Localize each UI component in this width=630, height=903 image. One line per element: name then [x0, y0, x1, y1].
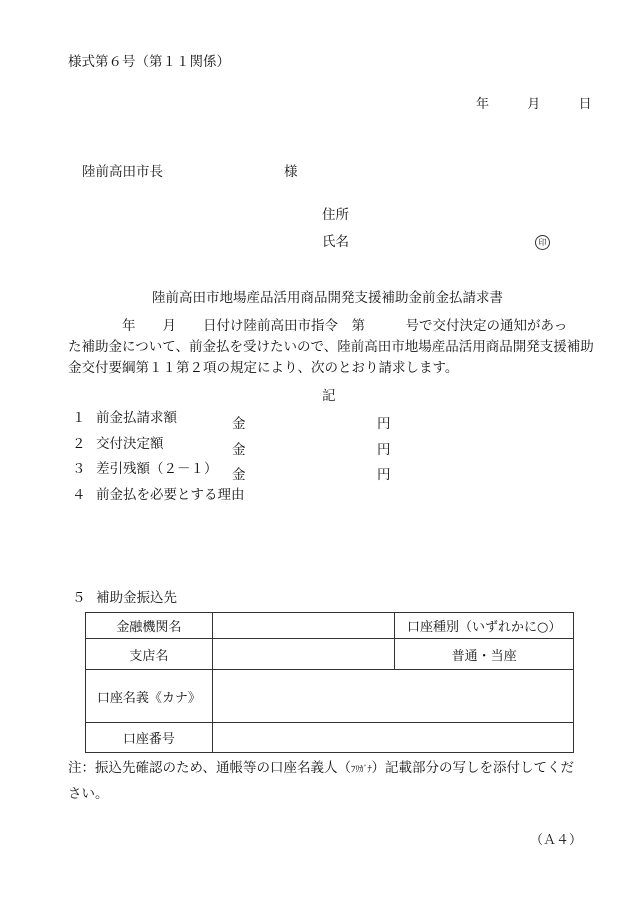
date-month-label: 月: [527, 97, 541, 112]
item-label: 前金払請求額: [96, 410, 177, 426]
table-row: [86, 670, 574, 723]
paragraph-line: 年 月 日付け陸前高田市指令 第 号で交付決定の通知があっ: [68, 318, 568, 334]
note-text: 注：振込先確認のため、通帳等の口座名義人（: [68, 760, 351, 776]
item-label: 差引残額（２－１）: [96, 461, 218, 477]
note-text: ）記載部分の写しを添付してくだ: [371, 760, 574, 776]
bank-section-number: ５: [72, 590, 86, 606]
account-number-label: 口座番号: [86, 723, 213, 753]
item-kin: 金: [232, 442, 246, 458]
date-day-label: 日: [578, 97, 592, 112]
addressee-name: 陸前高田市長: [82, 164, 163, 180]
item-remaining-amount: [72, 463, 218, 477]
bank-name-field[interactable]: [212, 613, 395, 639]
account-holder-field[interactable]: [212, 670, 573, 723]
item-number: ４: [72, 487, 86, 503]
note-line-2: さい。: [68, 786, 109, 802]
item-kin: 金: [232, 416, 246, 432]
date-year-label: 年: [476, 97, 490, 112]
document-title: 陸前高田市地場産品活用商品開発支援補助金前金払請求書: [152, 290, 503, 306]
branch-name-field[interactable]: [212, 639, 395, 670]
date-line: [476, 98, 592, 111]
addressee-honorific: 様: [284, 164, 298, 180]
item-yen: 円: [377, 442, 391, 458]
note-furigana: ﾌﾘｶﾞﾅ: [350, 765, 372, 775]
item-grant-decision-amount: [72, 438, 164, 452]
paper-size-label: （Ａ４）: [530, 833, 583, 848]
paragraph-line: た補助金について、前金払を受けたいので、陸前高田市地場産品活用商品開発支援補助: [68, 339, 594, 355]
bank-account-table: [85, 612, 574, 753]
item-advance-reason: [72, 489, 245, 503]
address-label: 住所: [322, 207, 349, 223]
bank-section-title: 補助金振込先: [96, 590, 177, 606]
item-label: 前金払を必要とする理由: [96, 487, 245, 503]
account-type-options[interactable]: 普通・当座: [395, 639, 574, 670]
bank-name-label: 金融機関名: [86, 613, 213, 639]
account-number-field[interactable]: [212, 723, 573, 753]
item-number: ３: [72, 461, 86, 477]
item-kin: 金: [232, 467, 246, 483]
item-label: 交付決定額: [96, 436, 164, 452]
table-row: [86, 639, 574, 670]
note-line-1: [68, 762, 574, 776]
paragraph-line: 金交付要綱第１１第２項の規定により、次のとおり請求します。: [68, 360, 459, 376]
name-label: 氏名: [322, 234, 349, 250]
table-row: [86, 613, 574, 639]
account-holder-label: 口座名義《カナ》: [86, 670, 213, 723]
item-number: １: [72, 410, 86, 426]
item-number: ２: [72, 436, 86, 452]
seal-mark: [535, 235, 550, 250]
bank-section-heading: [72, 592, 177, 606]
ki-heading: 記: [322, 388, 336, 404]
account-type-label: 口座種別（いずれかに○）: [395, 613, 574, 639]
branch-name-label: 支店名: [86, 639, 213, 670]
item-yen: 円: [377, 467, 391, 483]
seal-icon: 印: [535, 235, 550, 250]
table-row: [86, 723, 574, 753]
request-paragraph: [68, 316, 594, 379]
item-yen: 円: [377, 416, 391, 432]
form-number: 様式第６号（第１１関係）: [68, 54, 230, 70]
item-advance-request-amount: [72, 412, 177, 426]
